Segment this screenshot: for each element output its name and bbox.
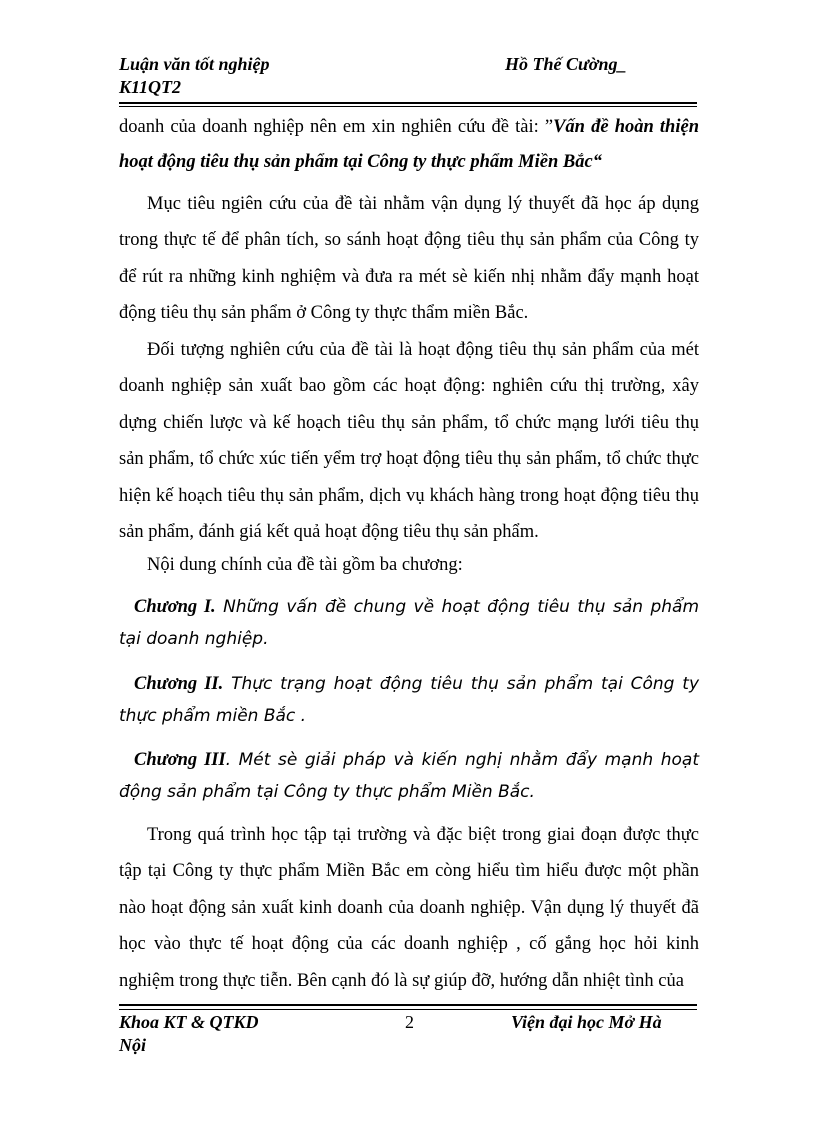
content-paragraph: Nội dung chính của đề tài gồm ba chương: bbox=[147, 555, 463, 575]
intro-paragraph bbox=[119, 110, 699, 180]
topic-title: Vấn đề hoàn thiện hoạt động tiêu thụ sản phẩm tại Công ty thực phẩm Miền Bắc bbox=[119, 117, 699, 172]
topic-close-quote: “ bbox=[592, 152, 602, 172]
chapter-2 bbox=[119, 668, 699, 732]
chapter-3-text: . Mét sè giải pháp và kiến nghị nhằm đẩy mạnh hoạt động sản phẩm tại Công ty thực phẩm Miền Bắc. bbox=[119, 750, 699, 802]
process-paragraph: Trong quá trình học tập tại trường và đặc biệt trong giai đoạn được thực tập tại Công ty thực phẩm Miền Bắc em còng hiểu tìm hiểu được một phần nào hoạt động sản xuất kinh doanh của doanh nghiệp. Vận dụng lý thuyết đã học vào thực tế hoạt động của các doanh nghiệp , cố gắng học hỏi kinh nghiệm trong thực tiễn. Bên cạnh đó là sự giúp đỡ, hướng dẫn nhiệt tình của bbox=[119, 825, 699, 991]
chapter-2-text: Thực trạng hoạt động tiêu thụ sản phẩm tại Công ty thực phẩm miền Bắc . bbox=[119, 674, 700, 726]
page-number: 2 bbox=[405, 1012, 414, 1032]
footer-institute: Viện đại học Mở Hà bbox=[511, 1012, 662, 1032]
footer-rule-thick bbox=[119, 1004, 697, 1006]
header-left-title: Luận văn tốt nghiệp bbox=[119, 54, 270, 74]
footer-rule-thin bbox=[119, 1009, 697, 1010]
chapter-2-label: Chương II. bbox=[134, 674, 224, 694]
header-author: Hồ Thế Cường_ bbox=[505, 54, 627, 74]
header-rule-thin bbox=[119, 106, 697, 107]
intro-text: doanh của doanh nghiệp nên em xin nghiên cứu đề tài: ” bbox=[119, 117, 554, 137]
goal-paragraph: Mục tiêu ngiên cứu của đề tài nhằm vận dụng lý thuyết đã học áp dụng trong thực tế để phân tích, so sánh hoạt động tiêu thụ sản phẩm của Công ty để rút ra những kinh nghiệm và đưa ra mét sè kiến nhị nhằm đẩy mạnh hoạt động tiêu thụ sản phẩm ở Công ty thực thẩm miền Bắc. bbox=[119, 194, 699, 324]
header-class-code: K11QT2 bbox=[119, 77, 182, 97]
chapter-1 bbox=[119, 591, 699, 655]
chapter-1-text: Những vấn đề chung về hoạt động tiêu thụ sản phẩm tại doanh nghiệp. bbox=[119, 597, 699, 649]
footer-faculty-cont: Nội bbox=[119, 1035, 146, 1055]
chapter-1-label: Chương I. bbox=[134, 597, 216, 617]
chapter-3-label: Chương III bbox=[134, 750, 226, 770]
object-paragraph: Đối tượng nghiên cứu của đề tài là hoạt động tiêu thụ sản phẩm của mét doanh nghiệp sản xuất bao gồm các hoạt động: nghiên cứu thị trường, xây dựng chiến lược và kế hoạch tiêu thụ sản phẩm, tổ chức mạng lưới tiêu thụ sản phẩm, tổ chức xúc tiến yểm trợ hoạt động tiêu thụ sản phẩm, tổ chức thực hiện kế hoạch tiêu thụ sản phẩm, dịch vụ khách hàng trong hoạt động tiêu thụ sản phẩm, đánh giá kết quả hoạt động tiêu thụ sản phẩm. bbox=[119, 340, 699, 543]
header-rule-thick bbox=[119, 102, 697, 104]
chapter-3 bbox=[119, 744, 699, 808]
footer-faculty: Khoa KT & QTKD bbox=[119, 1012, 259, 1032]
